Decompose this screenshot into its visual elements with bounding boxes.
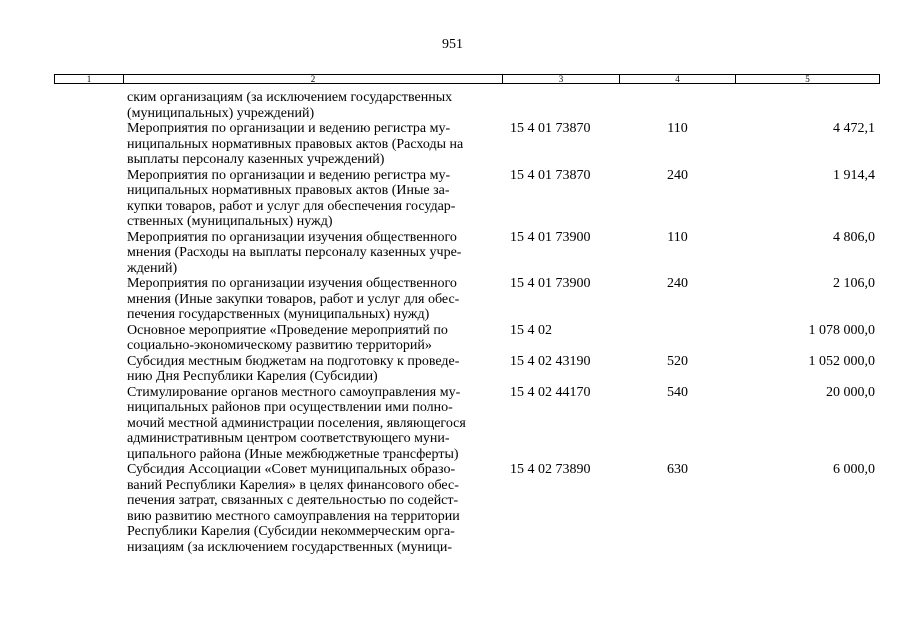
description-line: вию развитию местного самоуправления на территории [127, 508, 460, 524]
row-expense-type: 110 [667, 121, 688, 136]
row-description [127, 354, 497, 385]
description-line: мочий местной администрации поселения, являющегося [127, 415, 466, 431]
description-line: Мероприятия по организации изучения общественного [127, 229, 457, 245]
description-line: мнения (Расходы на выплаты персоналу казенных учре- [127, 245, 462, 260]
description-line: низациям (за исключением государственных (муници- [127, 539, 452, 555]
row-expense-type: 240 [667, 276, 688, 291]
row-expense-type: 520 [667, 353, 688, 369]
column-number-header [54, 74, 880, 84]
description-line: мнения (Иные закупки товаров, работ и услуг для обес- [127, 291, 460, 307]
row-amount: 6 000,0 [833, 462, 875, 477]
row-amount: 1 914,4 [833, 167, 875, 183]
row-description [127, 323, 497, 354]
budget-table [54, 74, 880, 555]
description-line: Мероприятия по организации и ведению регистра му- [127, 121, 451, 136]
column-number-2: 2 [310, 74, 316, 84]
row-code: 15 4 02 43190 [510, 353, 591, 369]
row-expense-type: 240 [667, 167, 688, 183]
row-description [127, 230, 497, 277]
row-amount: 1 052 000,0 [808, 353, 875, 369]
description-line: ниципальных нормативных правовых актов (Расходы на [127, 136, 464, 152]
row-amount: 2 106,0 [833, 276, 875, 291]
description-line: ждений) [127, 260, 178, 276]
row-amount: 1 078 000,0 [808, 322, 875, 338]
row-code: 15 4 02 [510, 322, 552, 338]
column-number-5: 5 [805, 74, 810, 84]
description-line: административным центром соответствующего муни- [127, 431, 450, 446]
description-line: купки товаров, работ и услуг для обеспечения государ- [127, 198, 456, 214]
description-line: Мероприятия по организации и ведению регистра му- [127, 167, 451, 183]
column-number-1: 1 [86, 74, 92, 84]
row-description [127, 462, 497, 555]
description-line: ственных (муниципальных) нужд) [127, 214, 333, 229]
row-expense-type: 540 [667, 384, 688, 400]
description-line: Стимулирование органов местного самоуправления му- [127, 384, 461, 400]
description-line: ниципальных районов при осуществлении ими полно- [127, 400, 453, 415]
description-line: социально-экономическому развитию территорий» [127, 338, 432, 353]
description-line: ским организациям (за исключением государственных [127, 90, 453, 105]
row-description [127, 90, 497, 121]
row-code: 15 4 01 73870 [510, 167, 591, 183]
row-code: 15 4 02 44170 [510, 384, 591, 400]
description-line: нию Дня Республики Карелия (Субсидии) [127, 369, 378, 384]
row-description [127, 121, 497, 168]
row-amount: 20 000,0 [826, 384, 875, 400]
description-line: Республики Карелия (Субсидии некоммерческим орга- [127, 524, 455, 539]
description-line: выплаты персоналу казенных учреждений) [127, 152, 385, 167]
row-expense-type: 630 [667, 462, 688, 477]
row-amount: 4 472,1 [833, 121, 875, 136]
row-code: 15 4 01 73870 [510, 121, 591, 136]
description-line: Основное мероприятие «Проведение мероприятий по [127, 322, 448, 338]
description-line: ниципальных нормативных правовых актов (Иные за- [127, 183, 450, 198]
row-description [127, 276, 497, 323]
row-description [127, 168, 497, 230]
description-line: Субсидия местным бюджетам на подготовку к проведе- [127, 353, 460, 369]
description-line: Субсидия Ассоциации «Совет муниципальных образо- [127, 462, 456, 477]
column-number-4: 4 [675, 74, 680, 84]
row-code: 15 4 01 73900 [510, 229, 591, 245]
row-amount: 4 806,0 [833, 229, 875, 245]
description-line: печения затрат, связанных с деятельностью по содейст- [127, 493, 459, 508]
description-line: ципального района (Иные межбюджетные трансферты) [127, 446, 459, 462]
row-code: 15 4 01 73900 [510, 276, 591, 291]
description-line: Мероприятия по организации изучения общественного [127, 276, 457, 291]
page-number: 951 [442, 37, 463, 52]
description-line: (муниципальных) учреждений) [127, 105, 315, 121]
description-line: ваний Республики Карелия» в целях финансового обес- [127, 477, 459, 493]
description-line: печения государственных (муниципальных) нужд) [127, 307, 430, 322]
row-description [127, 385, 497, 463]
column-number-3: 3 [558, 74, 564, 84]
row-code: 15 4 02 73890 [510, 462, 591, 477]
row-expense-type: 110 [667, 229, 688, 245]
